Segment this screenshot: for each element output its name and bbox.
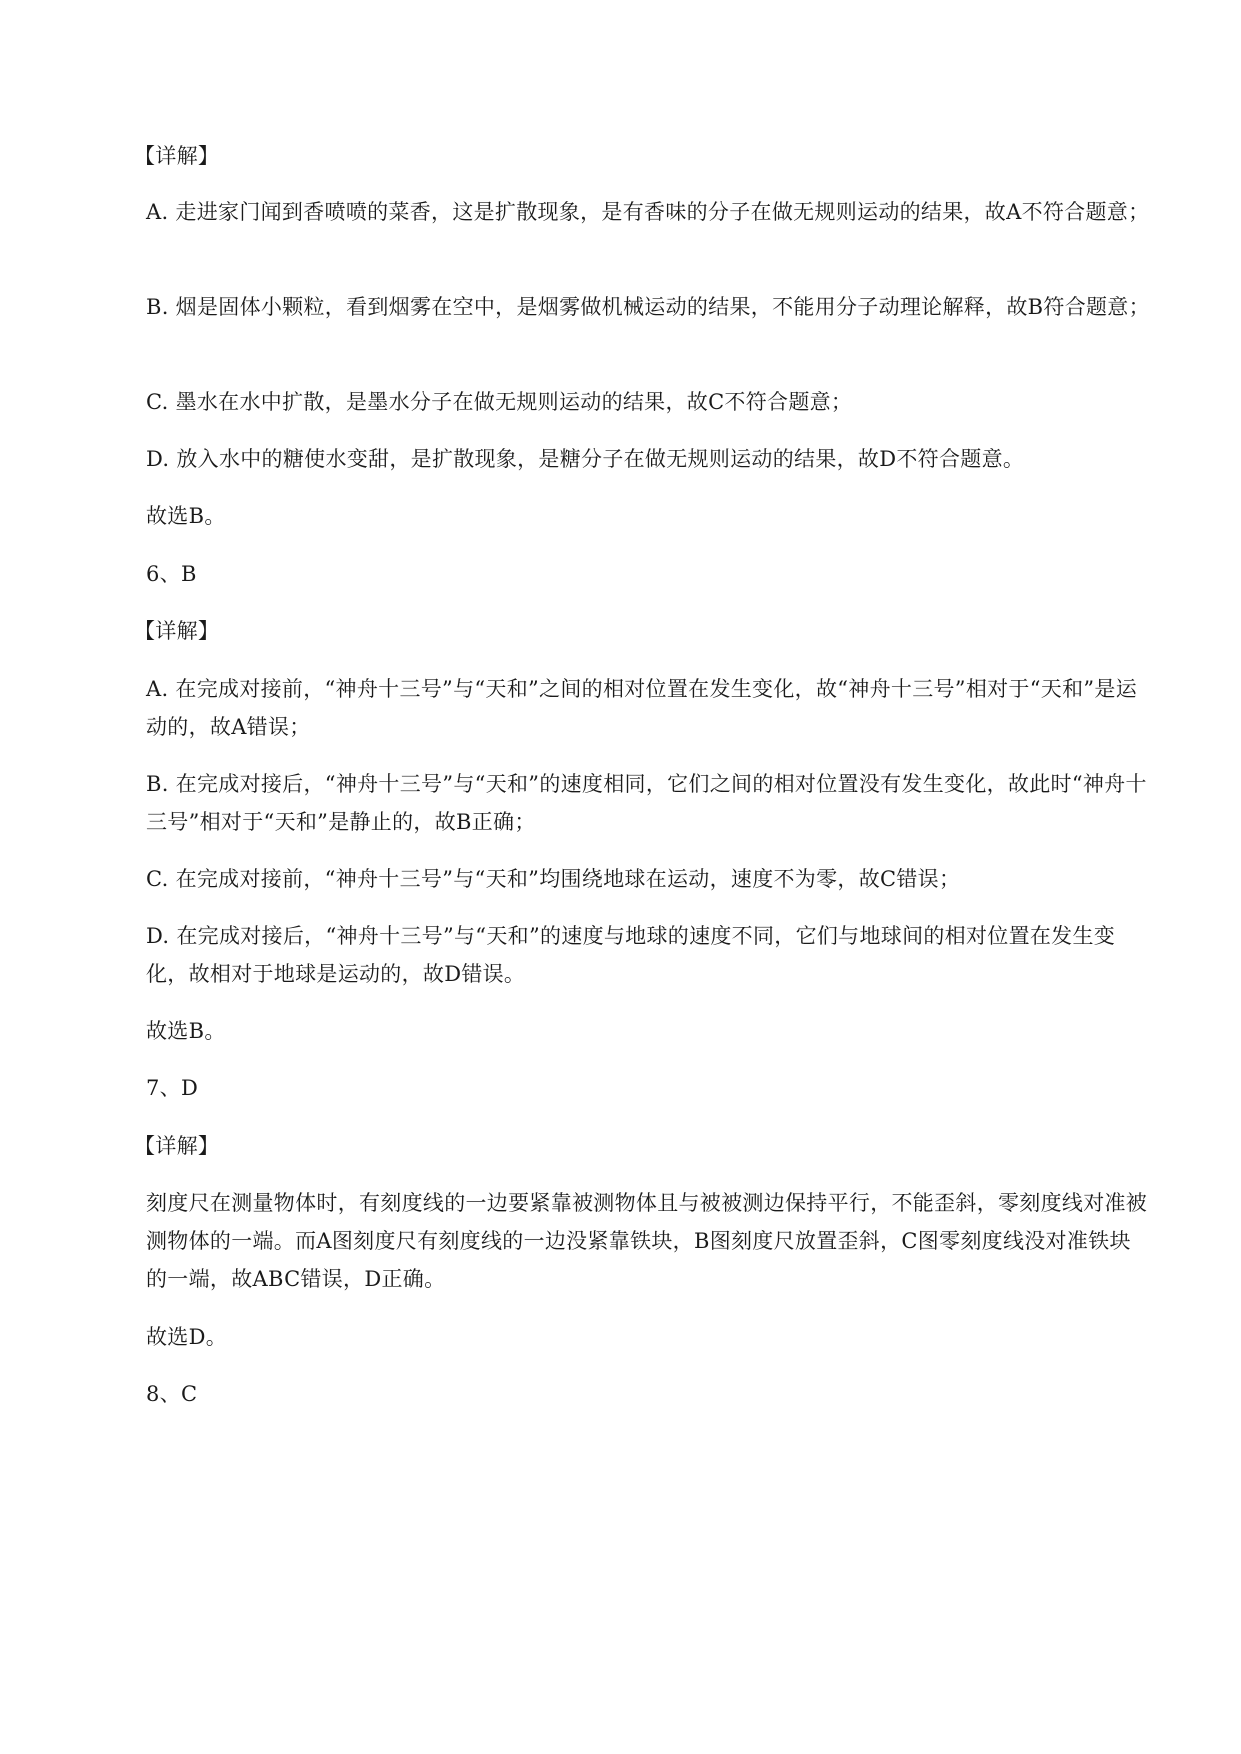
option-d-explanation: D. 在完成对接后，“神舟十三号”与“天和”的速度与地球的速度不同，它们与地球间的相对位置在发生变化，故相对于地球是运动的，故D错误。 bbox=[146, 924, 1116, 986]
detail-heading: 【详解】 bbox=[134, 619, 220, 643]
option-a-explanation: A. 在完成对接前，“神舟十三号”与“天和”之间的相对位置在发生变化，故“神舟十三号”相对于“天和”是运动的，故A错误； bbox=[146, 677, 1137, 739]
option-b-explanation: B. 烟是固体小颗粒，看到烟雾在空中，是烟雾做机械运动的结果，不能用分子动理论解释，故B符合题意； bbox=[146, 295, 1150, 319]
option-c-explanation: C. 在完成对接前，“神舟十三号”与“天和”均围绕地球在运动，速度不为零，故C错误； bbox=[146, 867, 961, 891]
option-d-explanation: D. 放入水中的糖使水变甜，是扩散现象，是糖分子在做无规则运动的结果，故D不符合题意。 bbox=[146, 447, 1025, 471]
option-b-explanation: B. 在完成对接后，“神舟十三号”与“天和”的速度相同，它们之间的相对位置没有发生变化，故此时“神舟十三号”相对于“天和”是静止的，故B正确； bbox=[146, 772, 1147, 834]
detail-heading: 【详解】 bbox=[134, 144, 220, 168]
question-number: 7、D bbox=[146, 1076, 199, 1100]
ruler-explanation: 刻度尺在测量物体时，有刻度线的一边要紧靠被测物体且与被被测边保持平行，不能歪斜，零刻度线对准被测物体的一端。而A图刻度尺有刻度线的一边没紧靠铁块，B图刻度尺放置歪斜，C图零刻度线没对准铁块的一端，故ABC错误，D正确。 bbox=[146, 1191, 1148, 1291]
question-number: 6、B bbox=[146, 562, 197, 586]
option-a-explanation: A. 走进家门闻到香喷喷的菜香，这是扩散现象，是有香味的分子在做无规则运动的结果，故A不符合题意； bbox=[146, 200, 1150, 224]
answer-line: 故选D。 bbox=[146, 1325, 228, 1349]
option-c-explanation: C. 墨水在水中扩散，是墨水分子在做无规则运动的结果，故C不符合题意； bbox=[146, 390, 853, 414]
answer-line: 故选B。 bbox=[146, 1019, 226, 1043]
answer-line: 故选B。 bbox=[146, 504, 226, 528]
detail-heading: 【详解】 bbox=[134, 1134, 220, 1158]
question-number: 8、C bbox=[146, 1382, 198, 1406]
